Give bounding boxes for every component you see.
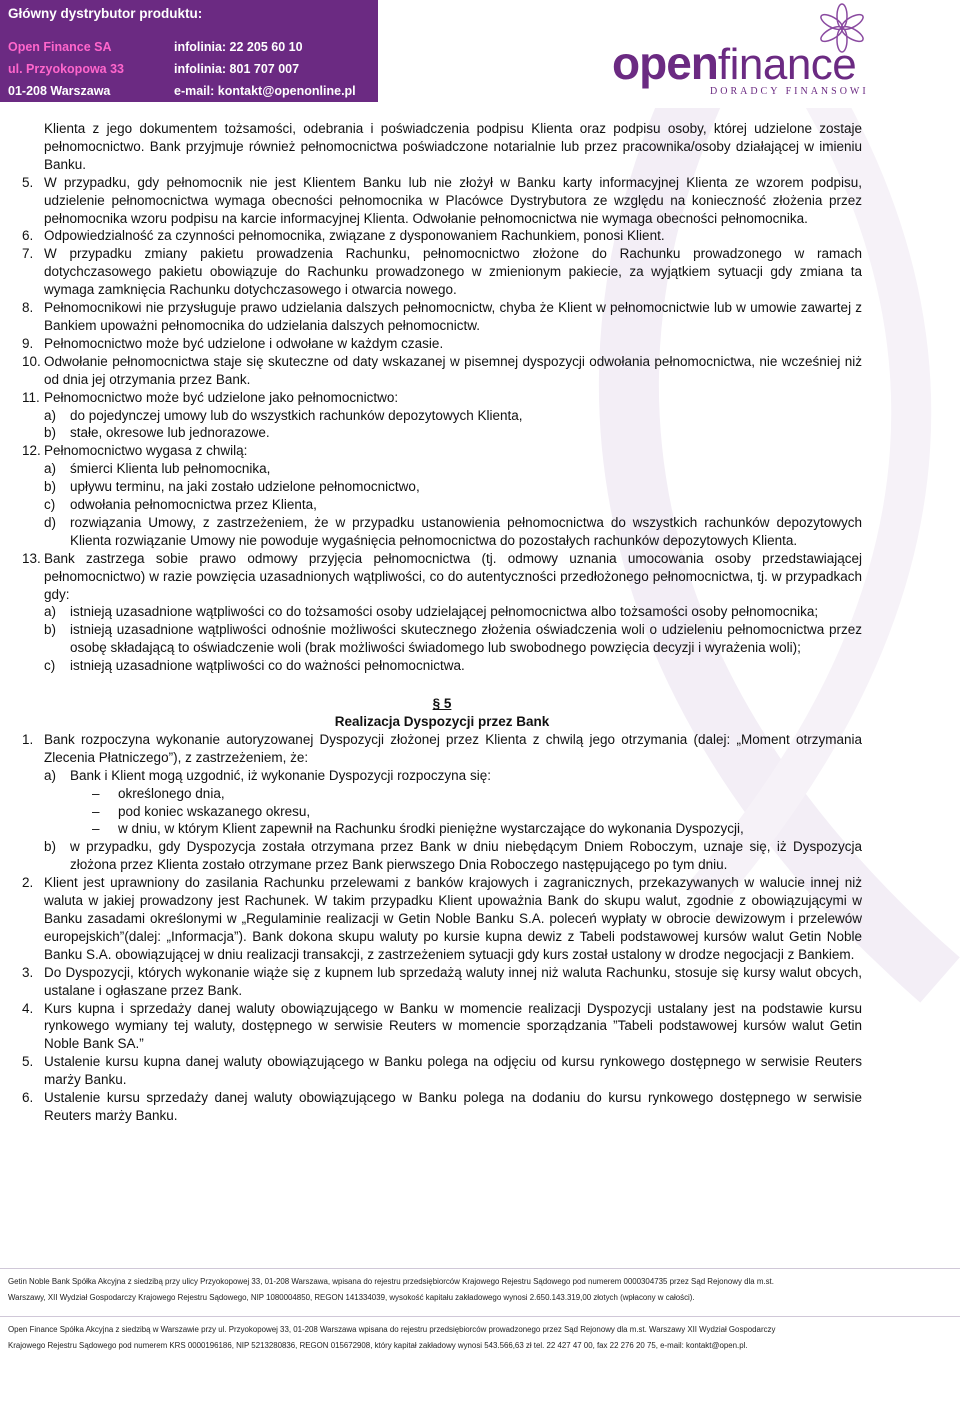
footer-divider	[0, 1268, 960, 1269]
list-item-4: 9. Pełnomocnictwo może być udzielone i odwołane w każdym czasie.	[22, 335, 444, 351]
list-item-13: 13. Bank zastrzega sobie prawo odmowy przyjęcia pełnomocnictwa (tj. odmowy uznania umocowania osoby przedstawiającej pełnomocnictwo) w razie powzięcia uzasadnionych wątpliwości, co do autentyczności przedłożonego pełnomocnictwa, tj. w przypadkach gdy:	[22, 550, 862, 602]
list-item-6: 11. Pełnomocnictwo może być udzielone jako pełnomocnictwo:	[22, 389, 399, 405]
item-11-sub-1: b) stałe, okresowe lub jednorazowe.	[44, 425, 270, 441]
s5-item-1: 1. Bank rozpoczyna wykonanie autoryzowanej Dyspozycji złożonej przez Klienta z chwilą jego otrzymania (dalej: „Moment otrzymania Zlecenia Płatniczego”), z zastrzeżeniem, że:	[22, 731, 862, 765]
item-12-sub-3: d) rozwiązania Umowy, z zastrzeżeniem, że w przypadku ustanowienia pełnomocnictwa do wszystkich rachunków depozytowych Klienta rozwiązanie Umowy nie powoduje wygaśnięcia pełnomocnictwa do pozostałych rachunków depozytowych Klienta.	[44, 514, 862, 548]
footer-divider-2	[0, 1316, 960, 1317]
distributor-info-bar	[0, 0, 378, 102]
open-footer-line-2: Krajowego Rejestru Sądowego pod numerem KRS 0000196186, NIP 5213280836, REGON 015672908, który kapitał zakładowy wynosi 543.566,63 zł tel. 22 427 47 00, fax 22 276 20 75, e-mail: kontakt@open.pl.	[8, 1341, 748, 1350]
getin-footer-line-1: Getin Noble Bank Spółka Akcyjna z siedzibą przy ulicy Przyokopowej 33, 01-208 Warszawa, wpisana do rejestru przedsiębiorców Krajowego Rejestru Sądowego pod numerem 0000304735 przez Sąd Rejonowy dla m.st.	[8, 1277, 774, 1286]
distributor-city: 01-208 Warszawa	[8, 84, 111, 98]
item-12-sub-2: c) odwołania pełnomocnictwa przez Klienta,	[44, 497, 317, 513]
open-footer-line-1: Open Finance Spółka Akcyjna z siedzibą w Warszawie przy ul. Przyokopowej 33, 01-208 Warszawa wpisana do rejestru przedsiębiorców prowadzonego przez Sąd Rejonowy dla m.st. Warszawy XII Wydział Gospodarczy	[8, 1325, 776, 1334]
item-12-sub-0: a) śmierci Klienta lub pełnomocnika,	[44, 461, 271, 477]
s5-item-4: 6. Ustalenie kursu sprzedaży danej waluty obowiązującego w Banku polega na dodaniu do kursu rynkowego dostępnego w serwisie Reuters marży Banku.	[22, 1090, 862, 1123]
list-item-1: 6. Odpowiedzialność za czynności pełnomocnika, związane z dysponowaniem Rachunkiem, ponosi Klient.	[22, 228, 665, 244]
s5-item-3: 5. Ustalenie kursu kupna danej waluty obowiązującego w Banku polega na odjęciu od kursu rynkowego dostępnego w serwisie Reuters marży Banku.	[22, 1054, 862, 1088]
distributor-street: ul. Przyokopowa 33	[8, 62, 125, 76]
s5-item-1b: b) w przypadku, gdy Dyspozycja została otrzymana przez Bank w dniu niebędącym Dniem Roboczym, uznaje się, iż Dyspozycja złożona przez Klienta zostało otrzymane przez Bank pierwszego Dnia Roboczego następującego po tym dniu.	[44, 839, 862, 873]
s5-item-2: 4. Kurs kupna i sprzedaży danej waluty obowiązującego w Banku w momencie realizacji Dyspozycji ustalany jest na podstawie kursu rynkowego wymiany tej waluty, dostępnego w serwisie Reuters w momencie sporządzania ”Tabeli podstawowej kursów walut Getin Noble Bank SA.”	[22, 1000, 862, 1052]
distributor-label: Główny dystrybutor produktu:	[8, 6, 203, 21]
distributor-company: Open Finance SA	[8, 40, 112, 54]
section-number: § 5	[432, 696, 452, 712]
item-13-sub-0: a) istnieją uzasadnione wątpliwości co do tożsamości osoby udzielającej pełnomocnictwa albo tożsamości osoby pełnomocnika;	[44, 604, 819, 620]
getin-footer-line-2: Warszawy, XII Wydział Gospodarczy Krajowego Rejestru Sądowego, NIP 1080004850, REGON 141334039, wysokość kapitału zakładowego wynosi 2.650.143.319,00 złotych (wpłacony w całości).	[8, 1293, 695, 1302]
list-item-12: 12. Pełnomocnictwo wygasa z chwilą:	[22, 443, 248, 459]
continued-paragraph: Klienta z jego dokumentem tożsamości, odebrania i poświadczenia podpisu Klienta oraz podpisu osoby, której udzielone zostaje pełnomocnictwo. Bank przyjmuje również pełnomocnictwa poświadczone notarialnie lub przez pracownika/osoby działającej w imieniu Banku.	[44, 121, 862, 172]
logo-open: open	[612, 37, 718, 89]
list-item-2: 7. W przypadku zmiany pakietu prowadzenia Rachunku, pełnomocnictwo złożone do Rachunku prowadzonego w ramach dotychczasowego pakietu obowiązuje do Rachunku prowadzonego w zmienionym pakiecie, za wyjątkiem sytuacji gdy zmiana ta wymaga zamknięcia Rachunku dotychczasowego i otwarcia nowego.	[22, 246, 862, 298]
document-body	[22, 120, 862, 1125]
s5-dash-item-1: – pod koniec wskazanego okresu,	[92, 803, 311, 819]
list-item-3: 8. Pełnomocnikowi nie przysługuje prawo udzielania dalszych pełnomocnictw, chyba że Klient w pełnomocnictwie lub w umowie zawartej z Bankiem upoważni pełnomocnika do udzielania dalszych pełnomocnictw.	[22, 300, 862, 333]
infolinia-2: infolinia: 801 707 007	[174, 62, 300, 76]
item-11-sub-0: a) do pojedynczej umowy lub do wszystkich rachunków depozytowych Klienta,	[44, 407, 523, 423]
section-title: Realizacja Dyspozycji przez Bank	[334, 714, 550, 729]
s5-item-1a: a) Bank i Klient mogą uzgodnić, iż wykonanie Dyspozycji rozpoczyna się:	[44, 767, 491, 783]
logo-finance: finance	[717, 40, 857, 89]
list-item-0: 5. W przypadku, gdy pełnomocnik nie jest Klientem Banku lub nie złożył w Banku karty informacyjnej Klienta ze wzorem podpisu, udzielenie pełnomocnictwa wymaga obecności pełnomocnika w Placówce Dystrybutora ze względu na konieczność złożenia przez pełnomocnika wzoru podpisu na karcie informacyjnej Klienta. Odwołanie pełnomocnictwa nie wymaga obecności pełnomocnika.	[22, 174, 862, 226]
infolinia-1: infolinia: 22 205 60 10	[174, 40, 303, 54]
s5-dash-item-2: – w dniu, w którym Klient zapewnił na Rachunku środki pieniężne wystarczające do wykonania Dyspozycji,	[92, 821, 744, 837]
s5-dash-item-0: – określonego dnia,	[92, 785, 225, 801]
item-12-sub-1: b) upływu terminu, na jaki zostało udzielone pełnomocnictwo,	[44, 479, 420, 495]
list-item-5: 10. Odwołanie pełnomocnictwa staje się skuteczne od daty wskazanej w pisemnej dyspozycji odwołania pełnomocnictwa, nie wcześniej niż od dnia jej otrzymania przez Bank.	[22, 353, 862, 387]
s5-item-0: 2. Klient jest uprawniony do zasilania Rachunku przelewami z banków krajowych i zagranicznych, przekazywanych w walucie innej niż waluta w jakiej prowadzony jest Rachunek. W takim przypadku Klient upoważnia Bank do skupu walut, zgodnie z obowiązującymi w Banku zasadami określonymi w „Regulaminie realizacji w Getin Noble Banku S.A. poleceń wypłaty w obrocie dewizowym i przelewów europejskich”(dalej: „Informacja”). Bank dokona skupu waluty po kursie kupna dewiz z Tabeli podstawowej kursów walut Getin Noble Banku S.A. obowiązującej w dniu realizacji transakcji, z zastrzeżeniem sytuacji gdy kurs został ustalony w drodze negocjacji z Bankiem.	[22, 875, 862, 962]
s5-item-1: 3. Do Dyspozycji, których wykonanie wiąże się z kupnem lub sprzedażą waluty innej niż waluta Rachunku, stosuje się kursy walut obcych, ustalane i ogłaszane przez Bank.	[22, 964, 862, 998]
open-finance-logo	[612, 36, 856, 90]
page-header	[0, 0, 960, 108]
item-13-sub-1: b) istnieją uzasadnione wątpliwości odnośnie możliwości skutecznego złożenia oświadczenia woli o udzieleniu pełnomocnictwa przez osobę składającą to oświadczenie woli (brak możliwości świadomego lub swobodnego powzięcia decyzji i wyrażenia woli);	[44, 622, 862, 656]
contact-email: e-mail: kontakt@openonline.pl	[174, 84, 356, 98]
logo-tagline: DORADCY FINANSOWI	[710, 86, 869, 97]
item-13-sub-2: c) istnieją uzasadnione wątpliwości co do ważności pełnomocnictwa.	[44, 658, 465, 674]
